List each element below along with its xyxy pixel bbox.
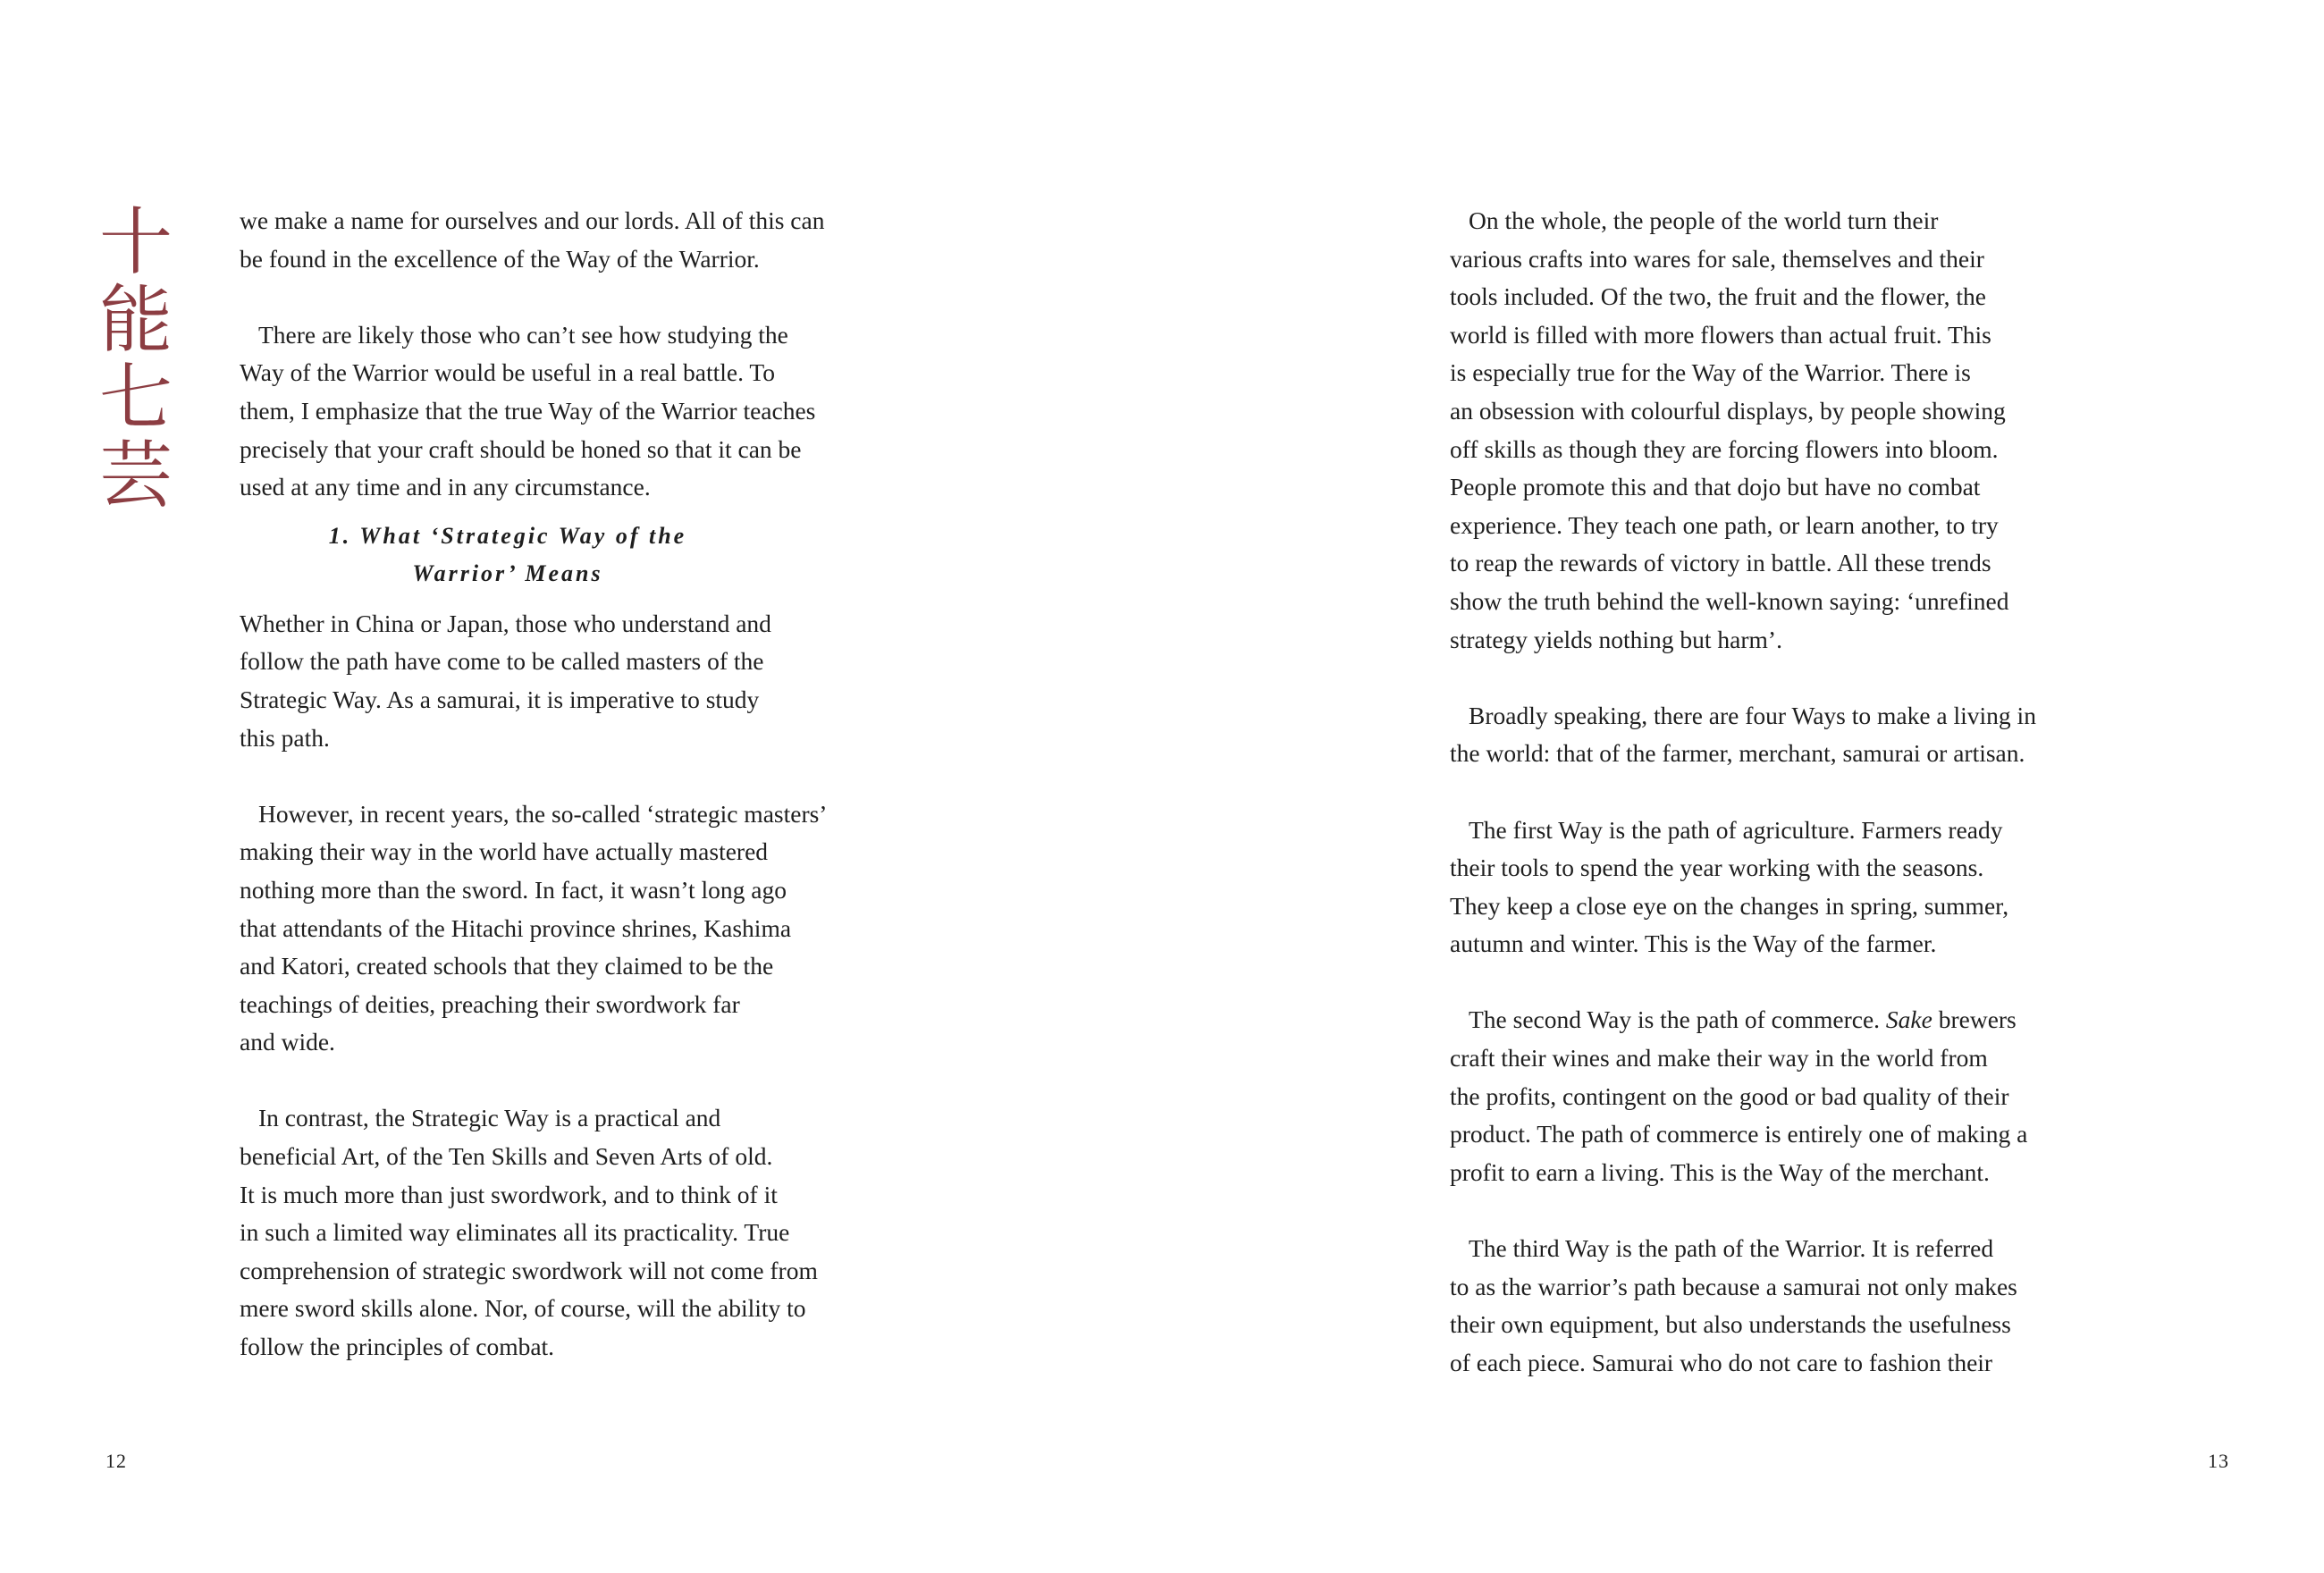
text-line: follow the principles of combat. xyxy=(240,1333,555,1361)
text-line: strategy yields nothing but harm’. xyxy=(1450,625,1782,653)
section-heading-line: 1. What ‘Strategic Way of the xyxy=(328,522,687,549)
section-heading xyxy=(240,517,776,593)
kanji-char: 芸 xyxy=(98,433,173,518)
text-line: off skills as though they are forcing flowers into bloom. xyxy=(1450,434,1999,463)
text-line: follow the path have come to be called masters of the xyxy=(240,647,764,676)
text-fragment: brewers xyxy=(1938,1005,2017,1034)
text-line: their tools to spend the year working with the seasons. xyxy=(1450,854,1984,882)
text-line: used at any time and in any circumstance. xyxy=(240,473,651,501)
kanji-char: 七 xyxy=(98,356,173,441)
right-page xyxy=(1162,0,2324,1573)
text-line: comprehension of strategic swordwork will not come from xyxy=(240,1256,818,1284)
right-text-column xyxy=(1450,202,2111,1382)
kanji-char: 十 xyxy=(98,200,173,285)
text-line: There are likely those who can’t see how studying the xyxy=(258,320,788,349)
text-line: the profits, contingent on the good or bad quality of their xyxy=(1450,1081,2009,1110)
text-line: of each piece. Samurai who do not care to fashion their xyxy=(1450,1348,1993,1376)
text-line: craft their wines and make their way in the world from xyxy=(1450,1044,1988,1072)
text-line: and Katori, created schools that they claimed to be the xyxy=(240,952,774,980)
text-line: Strategic Way. As a samurai, it is imperative to study xyxy=(240,685,760,713)
text-line: is especially true for the Way of the Warrior. There is xyxy=(1450,358,1971,387)
ten-skills-seven-arts-vertical-heading xyxy=(97,200,175,518)
italic-term-sake: Sake xyxy=(1885,1005,1932,1034)
text-line: to reap the rewards of victory in battle. All these trends xyxy=(1450,549,1991,577)
text-line: show the truth behind the well-known saying: ‘unrefined xyxy=(1450,586,2009,615)
text-line: tools included. Of the two, the fruit and the flower, the xyxy=(1450,282,1986,311)
text-line: Whether in China or Japan, those who understand and xyxy=(240,609,771,637)
text-line: teachings of deities, preaching their swordwork far xyxy=(240,989,740,1018)
text-line: autumn and winter. This is the Way of the farmer. xyxy=(1450,930,1937,958)
text-line: them, I emphasize that the true Way of the Warrior teaches xyxy=(240,396,816,425)
text-line: However, in recent years, the so-called ‘strategic masters’ xyxy=(258,799,828,828)
text-line-mixed xyxy=(1450,1001,2111,1039)
text-line: to as the warrior’s path because a samurai not only makes xyxy=(1450,1272,2017,1300)
text-fragment: The second Way is the path of commerce. xyxy=(1469,1005,1881,1034)
kanji-char: 能 xyxy=(98,278,173,363)
text-line: nothing more than the sword. In fact, it wasn’t long ago xyxy=(240,875,787,904)
text-line: The third Way is the path of the Warrior. It is referred xyxy=(1469,1234,1994,1263)
text-line: It is much more than just swordwork, and to think of it xyxy=(240,1180,778,1208)
text-line: making their way in the world have actually mastered xyxy=(240,837,769,866)
text-line: People promote this and that dojo but have no combat xyxy=(1450,473,1981,501)
text-line: Way of the Warrior would be useful in a real battle. To xyxy=(240,358,775,387)
page-number: 13 xyxy=(2208,1450,2229,1472)
text-line: experience. They teach one path, or learn another, to try xyxy=(1450,510,1999,539)
text-line: we make a name for ourselves and our lords. All of this can xyxy=(240,206,825,234)
text-line: mere sword skills alone. Nor, of course, will the ability to xyxy=(240,1294,806,1323)
text-line: that attendants of the Hitachi province shrines, Kashima xyxy=(240,913,792,942)
text-line: The first Way is the path of agriculture. Farmers ready xyxy=(1469,815,2003,844)
left-text-column xyxy=(240,202,901,1367)
text-line: precisely that your craft should be honed so that it can be xyxy=(240,434,802,463)
text-line: world is filled with more flowers than actual fruit. This xyxy=(1450,320,1991,349)
text-line: They keep a close eye on the changes in spring, summer, xyxy=(1450,891,2009,920)
text-line: Broadly speaking, there are four Ways to make a living in xyxy=(1469,701,2036,729)
text-line: In contrast, the Strategic Way is a practical and xyxy=(258,1104,721,1132)
text-line: be found in the excellence of the Way of the Warrior. xyxy=(240,244,760,273)
text-line: in such a limited way eliminates all its practicality. True xyxy=(240,1218,790,1247)
text-line: an obsession with colourful displays, by people showing xyxy=(1450,396,2006,425)
page-number: 12 xyxy=(105,1450,127,1472)
text-line: profit to earn a living. This is the Way of the merchant. xyxy=(1450,1157,1990,1186)
text-line: this path. xyxy=(240,723,330,752)
text-line: and wide. xyxy=(240,1028,335,1056)
text-line: the world: that of the farmer, merchant, samurai or artisan. xyxy=(1450,739,2025,768)
text-line: product. The path of commerce is entirely one of making a xyxy=(1450,1120,2028,1148)
text-line: various crafts into wares for sale, themselves and their xyxy=(1450,244,1984,273)
section-heading-line: Warrior’ Means xyxy=(412,559,603,586)
text-line: their own equipment, but also understands the usefulness xyxy=(1450,1310,2011,1339)
text-line: On the whole, the people of the world turn their xyxy=(1469,206,1939,234)
text-line: beneficial Art, of the Ten Skills and Seven Arts of old. xyxy=(240,1142,773,1171)
